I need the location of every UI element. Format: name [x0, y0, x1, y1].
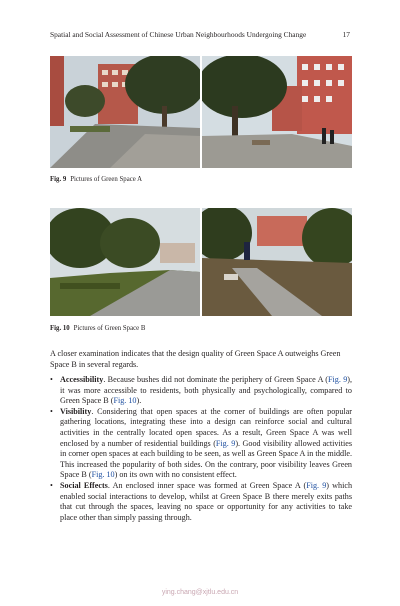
- bullet-term: Accessibility: [60, 375, 104, 384]
- figure-9-caption: [50, 176, 142, 183]
- figure-10-label: Fig. 10: [50, 325, 70, 332]
- figure-10-caption: [50, 325, 145, 332]
- bullet-visibility: • Visibility. Considering that open spaces at the corner of buildings are often popular gathering locations, integrating these into a design can reinforce social and cultural activities in the centrally located open spaces. As a result, Green Space A was well enclosed by a number of residential buildings (Fig. 9). Good visibility allowed activities in corner open spaces at each building to be seen, as well as Green Space A in the middle. This increased the popularity of both sides. On the contrary, poor visibility leaves Green Space B (Fig. 10) on its own with no consistent effect.: [50, 406, 352, 480]
- running-title: Spatial and Social Assessment of Chinese Urban Neighbourhoods Undergoing Change: [50, 30, 307, 39]
- footer-email: ying.chang@xjtlu.edu.cn: [161, 589, 239, 596]
- bullet-list: [50, 375, 352, 523]
- running-header: [50, 30, 350, 42]
- figure-9-caption-text: Pictures of Green Space A: [70, 176, 142, 183]
- figure-9-photo-right: [202, 56, 352, 168]
- figure-10-photo-left: [50, 208, 200, 316]
- figure-link[interactable]: Fig. 10: [91, 470, 115, 480]
- figure-10-caption-text: Pictures of Green Space B: [73, 325, 146, 332]
- bullet-term: Social Effects: [60, 480, 108, 490]
- bullet-term: Visibility: [60, 406, 92, 416]
- figure-9-label: Fig. 9: [50, 176, 67, 183]
- bullet-social-effects: • Social Effects. An enclosed inner space was formed at Green Space A (Fig. 9) which enabled social interactions to develop, whilst at Green Space B there merely exits paths that cut through the spaces, leaving no space or opportunity for any activities to take place other than simply passing through.: [50, 480, 353, 522]
- figure-10-photo-right: [202, 208, 352, 316]
- figure-link[interactable]: Fig. 9: [306, 480, 327, 490]
- figure-link[interactable]: Fig. 9: [328, 375, 348, 384]
- intro-paragraph: A closer examination indicates that the design quality of Green Space A outweighs Green Space B in several regards.: [50, 349, 341, 369]
- page-number: 17: [342, 30, 350, 39]
- bullet-accessibility: • Accessibility. Because bushes did not dominate the periphery of Green Space A (Fig. 9), it was more accessible to residents, both physically and psychologically, compared to Green Space B (Fig. 10).: [50, 375, 353, 406]
- figure-link[interactable]: Fig. 10: [113, 396, 137, 406]
- figure-9-photo-left: [50, 56, 200, 168]
- figure-link[interactable]: Fig. 9: [215, 438, 236, 448]
